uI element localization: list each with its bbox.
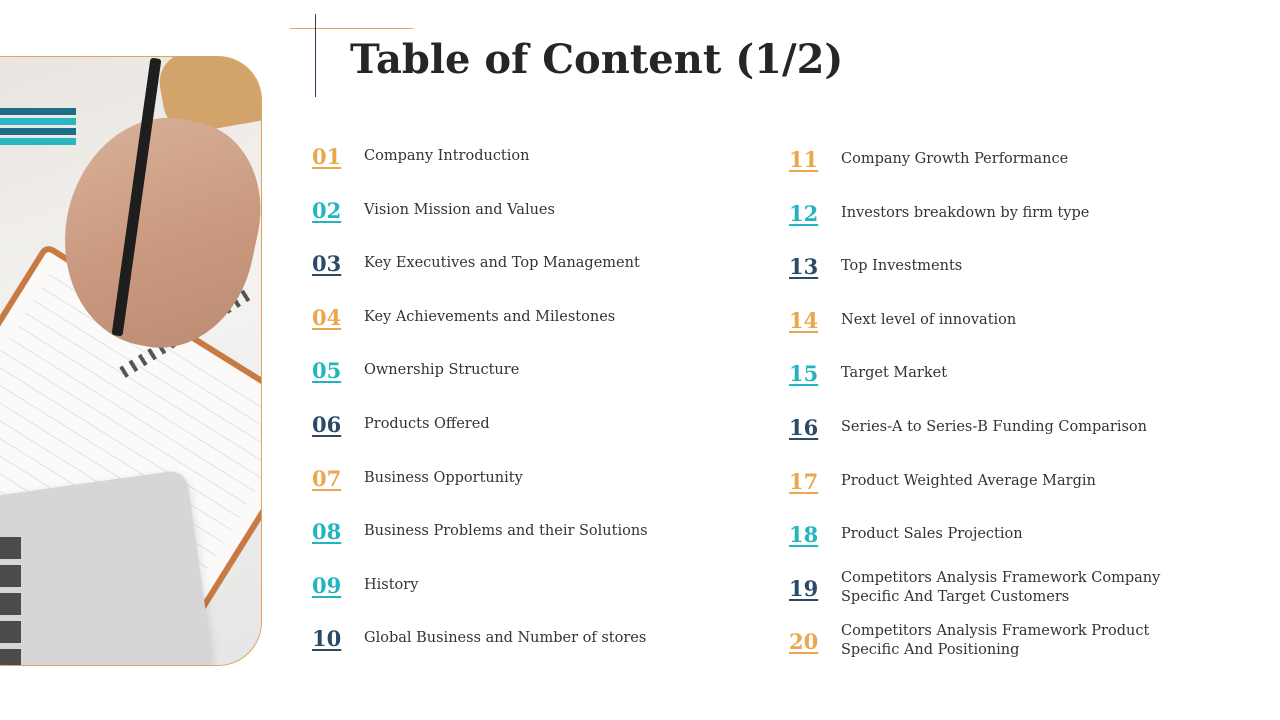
title-accent-horizontal-line — [290, 28, 413, 29]
toc-item-label: Vision Mission and Values — [364, 201, 555, 218]
toc-item-label: Company Growth Performance — [841, 150, 1069, 167]
toc-item-number[interactable]: 08 — [312, 518, 342, 544]
toc-item[interactable] — [312, 297, 615, 337]
toc-item-label: Next level of innovation — [841, 311, 1017, 328]
toc-item[interactable] — [789, 246, 962, 286]
toc-item-number[interactable]: 12 — [789, 200, 819, 226]
toc-item-label: Target Market — [841, 364, 948, 381]
toc-item[interactable] — [789, 407, 1147, 447]
toc-item-label: Company Introduction — [364, 147, 530, 164]
toc-item[interactable] — [789, 568, 1160, 608]
toc-item-number[interactable]: 16 — [789, 414, 819, 440]
title-accent-vertical-line — [315, 14, 316, 97]
toc-item-label: Top Investments — [841, 257, 963, 274]
toc-item[interactable] — [312, 136, 529, 176]
toc-item-number[interactable]: 10 — [312, 625, 342, 651]
toc-item-label: Product Sales Projection — [841, 525, 1023, 542]
toc-item-label: Business Opportunity — [364, 469, 523, 486]
toc-item-number[interactable]: 17 — [789, 468, 819, 494]
toc-item-number[interactable]: 03 — [312, 250, 342, 276]
toc-item-number[interactable]: 05 — [312, 357, 342, 383]
toc-item-number[interactable]: 09 — [312, 572, 342, 598]
toc-item[interactable] — [789, 139, 1068, 179]
toc-item[interactable] — [312, 243, 640, 283]
toc-item-label: Business Problems and their Solutions — [364, 522, 648, 539]
toc-item-label: Product Weighted Average Margin — [841, 472, 1096, 489]
page-title: Table of Content (1/2) — [350, 36, 844, 83]
toc-item-label: Ownership Structure — [364, 361, 520, 378]
toc-item-number[interactable]: 07 — [312, 465, 342, 491]
toc-item-number[interactable]: 13 — [789, 253, 819, 279]
toc-item-label: Key Achievements and Milestones — [364, 308, 616, 325]
toc-item-number[interactable]: 01 — [312, 143, 342, 169]
toc-item[interactable] — [312, 404, 490, 444]
toc-item[interactable] — [312, 458, 523, 498]
toc-item-label: Products Offered — [364, 415, 490, 432]
toc-item-label: History — [364, 576, 419, 593]
photo-laptop-keys — [0, 537, 21, 666]
toc-item[interactable] — [312, 511, 648, 551]
toc-item[interactable] — [789, 193, 1089, 233]
photo-laptop — [0, 469, 214, 666]
toc-item-number[interactable]: 14 — [789, 307, 819, 333]
toc-item-number[interactable]: 20 — [789, 628, 819, 654]
toc-item-label: Competitors Analysis Framework Product Specific And Positioning — [841, 623, 1150, 658]
toc-item[interactable] — [789, 300, 1016, 340]
toc-item[interactable] — [789, 461, 1096, 501]
toc-item-number[interactable]: 04 — [312, 304, 342, 330]
decorative-stripes — [0, 108, 76, 148]
toc-item-label: Competitors Analysis Framework Company Specific And Target Customers — [841, 570, 1161, 605]
toc-item-number[interactable]: 15 — [789, 360, 819, 386]
toc-item[interactable] — [312, 565, 418, 605]
toc-item[interactable] — [789, 353, 947, 393]
toc-item-number[interactable]: 11 — [789, 146, 819, 172]
toc-item[interactable] — [312, 190, 555, 230]
toc-item[interactable] — [789, 621, 1149, 661]
toc-item-label: Series-A to Series-B Funding Comparison — [841, 418, 1147, 435]
toc-item-number[interactable]: 18 — [789, 521, 819, 547]
toc-item-number[interactable]: 19 — [789, 575, 819, 601]
toc-item[interactable] — [312, 618, 646, 658]
toc-item-number[interactable]: 06 — [312, 411, 342, 437]
toc-item[interactable] — [789, 514, 1023, 554]
toc-item-label: Key Executives and Top Management — [364, 254, 640, 271]
toc-item-number[interactable]: 02 — [312, 197, 342, 223]
toc-item[interactable] — [312, 350, 519, 390]
toc-item-label: Investors breakdown by firm type — [841, 204, 1090, 221]
toc-item-label: Global Business and Number of stores — [364, 629, 647, 646]
